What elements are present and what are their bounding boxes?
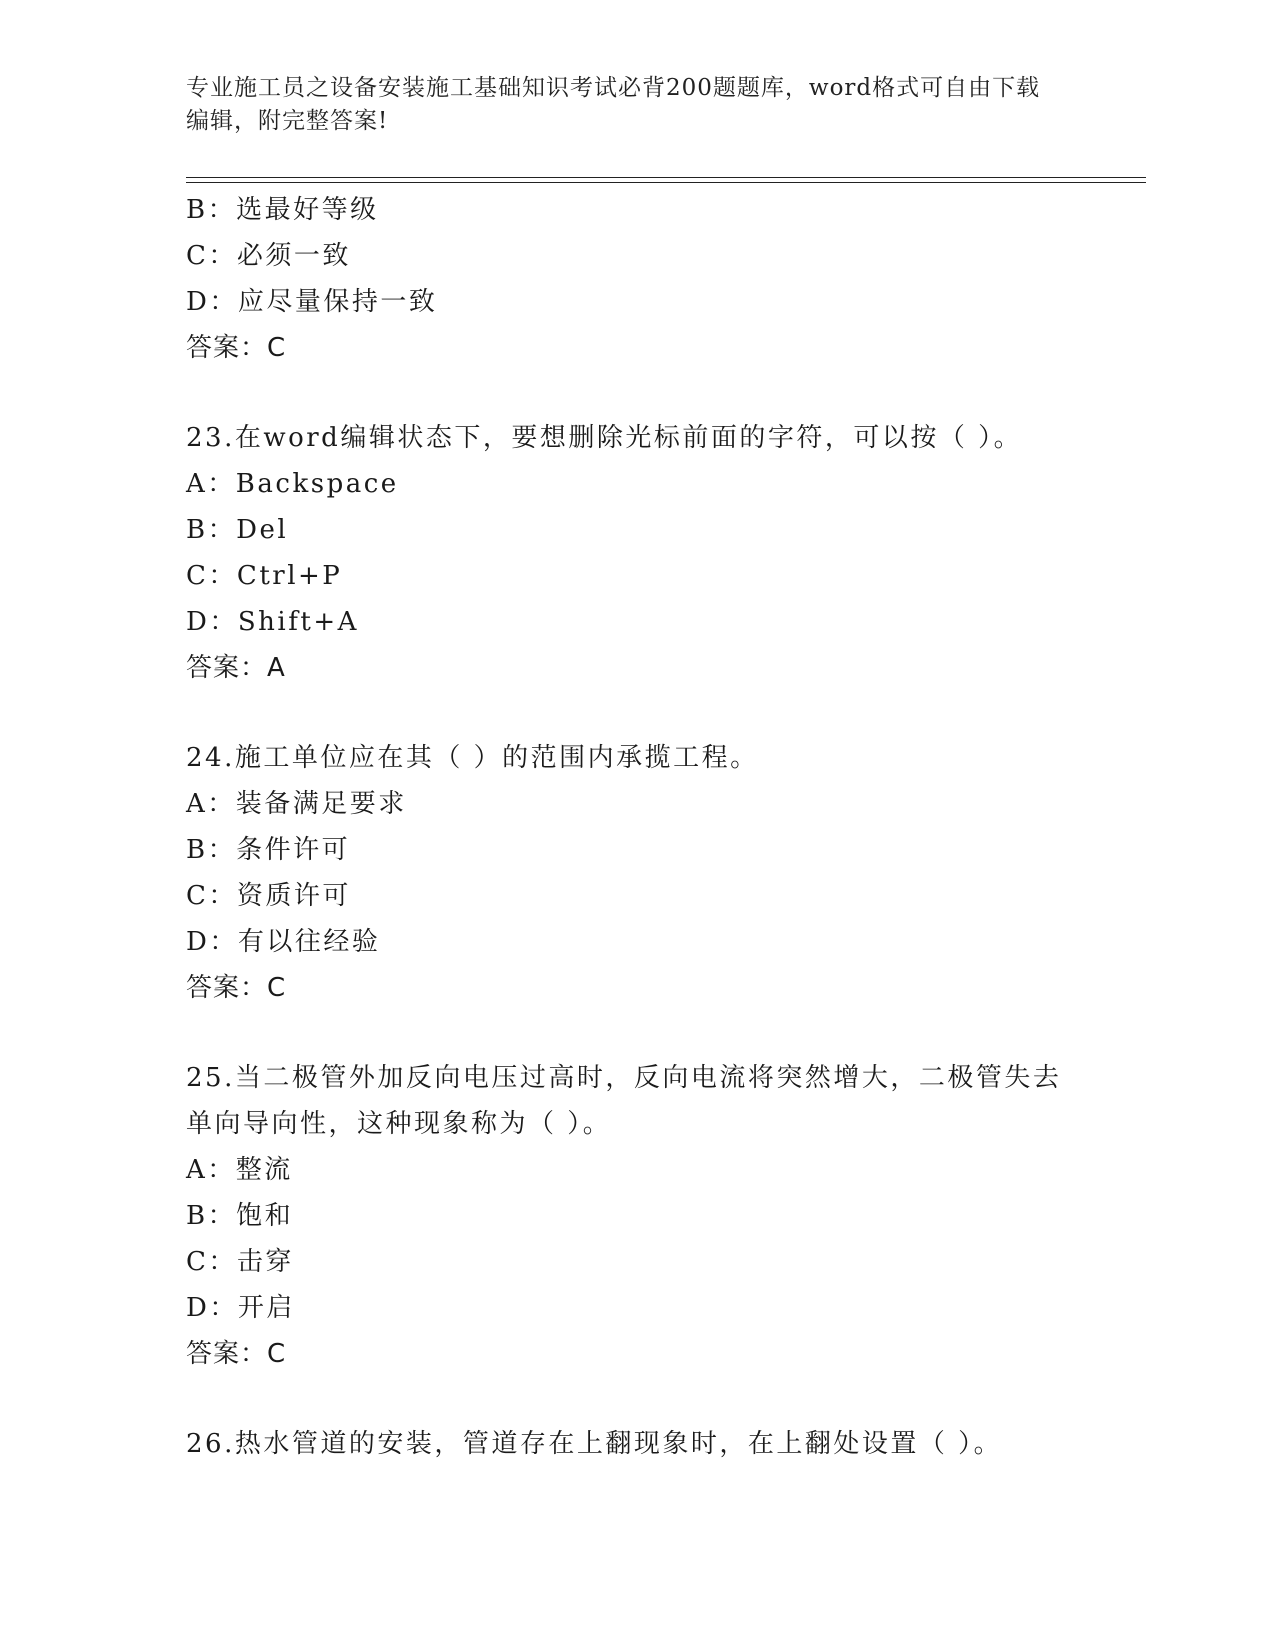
question-stem-continued: 单向导向性，这种现象称为（ ）。 xyxy=(186,1109,612,1139)
option-separator: ： xyxy=(207,515,237,545)
option-line xyxy=(186,919,1086,965)
answer-value: C xyxy=(267,973,287,1003)
question-stem: 25.当二极管外加反向电压过高时，反向电流将突然增大，二极管失去 xyxy=(186,1063,1062,1093)
option-separator: ： xyxy=(209,287,238,317)
option-letter: B xyxy=(186,515,208,545)
option-text: 应尽量保持一致 xyxy=(237,287,438,317)
option-text: 饱和 xyxy=(236,1201,294,1231)
answer-label: 答案： xyxy=(186,973,268,1003)
option-line xyxy=(186,233,1086,279)
option-letter: B xyxy=(186,195,208,225)
option-separator: ： xyxy=(207,1201,237,1231)
option-line xyxy=(186,187,1086,233)
question-spacer xyxy=(186,1377,1086,1421)
answer-line xyxy=(186,965,1086,1011)
option-separator: ： xyxy=(209,1293,238,1323)
option-line xyxy=(186,1239,1086,1285)
option-text: 资质许可 xyxy=(236,881,351,911)
answer-value: C xyxy=(267,1339,287,1369)
option-letter: D xyxy=(186,1293,210,1323)
option-line xyxy=(186,553,1086,599)
option-separator: ： xyxy=(207,835,237,865)
option-separator: ： xyxy=(207,195,237,225)
header-divider-top xyxy=(186,177,1146,178)
option-text: 装备满足要求 xyxy=(235,789,407,819)
option-line xyxy=(186,599,1086,645)
option-text: 开启 xyxy=(237,1293,295,1323)
answer-line xyxy=(186,1331,1086,1377)
option-text: 整流 xyxy=(235,1155,293,1185)
option-letter: A xyxy=(186,1155,208,1185)
question-list xyxy=(186,187,1086,1467)
question-stem: 23.在word编辑状态下，要想删除光标前面的字符，可以按（ ）。 xyxy=(186,423,1023,453)
question-block-26 xyxy=(186,1421,1086,1467)
option-letter: A xyxy=(186,789,208,819)
option-letter: C xyxy=(186,561,209,591)
option-letter: D xyxy=(186,607,210,637)
option-letter: C xyxy=(186,881,209,911)
document-header xyxy=(186,72,1066,138)
option-text: 有以往经验 xyxy=(237,927,381,957)
question-spacer xyxy=(186,1011,1086,1055)
option-separator: ： xyxy=(209,607,238,637)
option-separator: ： xyxy=(208,561,237,591)
question-stem: 24.施工单位应在其（ ）的范围内承揽工程。 xyxy=(186,743,759,773)
option-line xyxy=(186,781,1086,827)
question-spacer xyxy=(186,371,1086,415)
option-line xyxy=(186,1147,1086,1193)
question-block-24 xyxy=(186,735,1086,1011)
option-text: 条件许可 xyxy=(236,835,351,865)
option-line xyxy=(186,873,1086,919)
option-letter: C xyxy=(186,241,209,271)
option-text: Backspace xyxy=(235,469,399,499)
option-line xyxy=(186,507,1086,553)
option-letter: A xyxy=(186,469,208,499)
option-line xyxy=(186,1193,1086,1239)
answer-value: A xyxy=(267,653,286,683)
option-letter: D xyxy=(186,287,210,317)
option-separator: ： xyxy=(208,1247,237,1277)
option-text: 击穿 xyxy=(236,1247,294,1277)
header-title-line-2: 编辑，附完整答案! xyxy=(186,108,389,134)
answer-label: 答案： xyxy=(186,653,268,683)
option-separator: ： xyxy=(207,469,236,499)
option-text: 必须一致 xyxy=(236,241,351,271)
option-separator: ： xyxy=(208,881,237,911)
option-separator: ： xyxy=(208,241,237,271)
option-letter: D xyxy=(186,927,210,957)
option-letter: B xyxy=(186,835,208,865)
question-spacer xyxy=(186,691,1086,735)
answer-label: 答案： xyxy=(186,333,268,363)
option-line xyxy=(186,461,1086,507)
question-block-prev xyxy=(186,187,1086,371)
option-separator: ： xyxy=(207,789,236,819)
option-text: Del xyxy=(236,515,289,545)
answer-line xyxy=(186,645,1086,691)
option-line xyxy=(186,827,1086,873)
header-title-line-1: 专业施工员之设备安装施工基础知识考试必背200题题库，word格式可自由下载 xyxy=(186,75,1041,101)
option-separator: ： xyxy=(209,927,238,957)
option-text: 选最好等级 xyxy=(236,195,379,225)
question-block-25 xyxy=(186,1055,1086,1377)
option-line xyxy=(186,1285,1086,1331)
option-letter: B xyxy=(186,1201,208,1231)
answer-line xyxy=(186,325,1086,371)
option-letter: C xyxy=(186,1247,209,1277)
option-separator: ： xyxy=(207,1155,236,1185)
answer-value: C xyxy=(267,333,287,363)
question-block-23 xyxy=(186,415,1086,691)
header-divider-bottom xyxy=(186,182,1146,183)
answer-label: 答案： xyxy=(186,1339,268,1369)
option-text: Ctrl+P xyxy=(236,561,343,591)
option-text: Shift+A xyxy=(237,607,359,637)
question-stem: 26.热水管道的安装，管道存在上翻现象时，在上翻处设置（ ）。 xyxy=(186,1429,1003,1459)
option-line xyxy=(186,279,1086,325)
